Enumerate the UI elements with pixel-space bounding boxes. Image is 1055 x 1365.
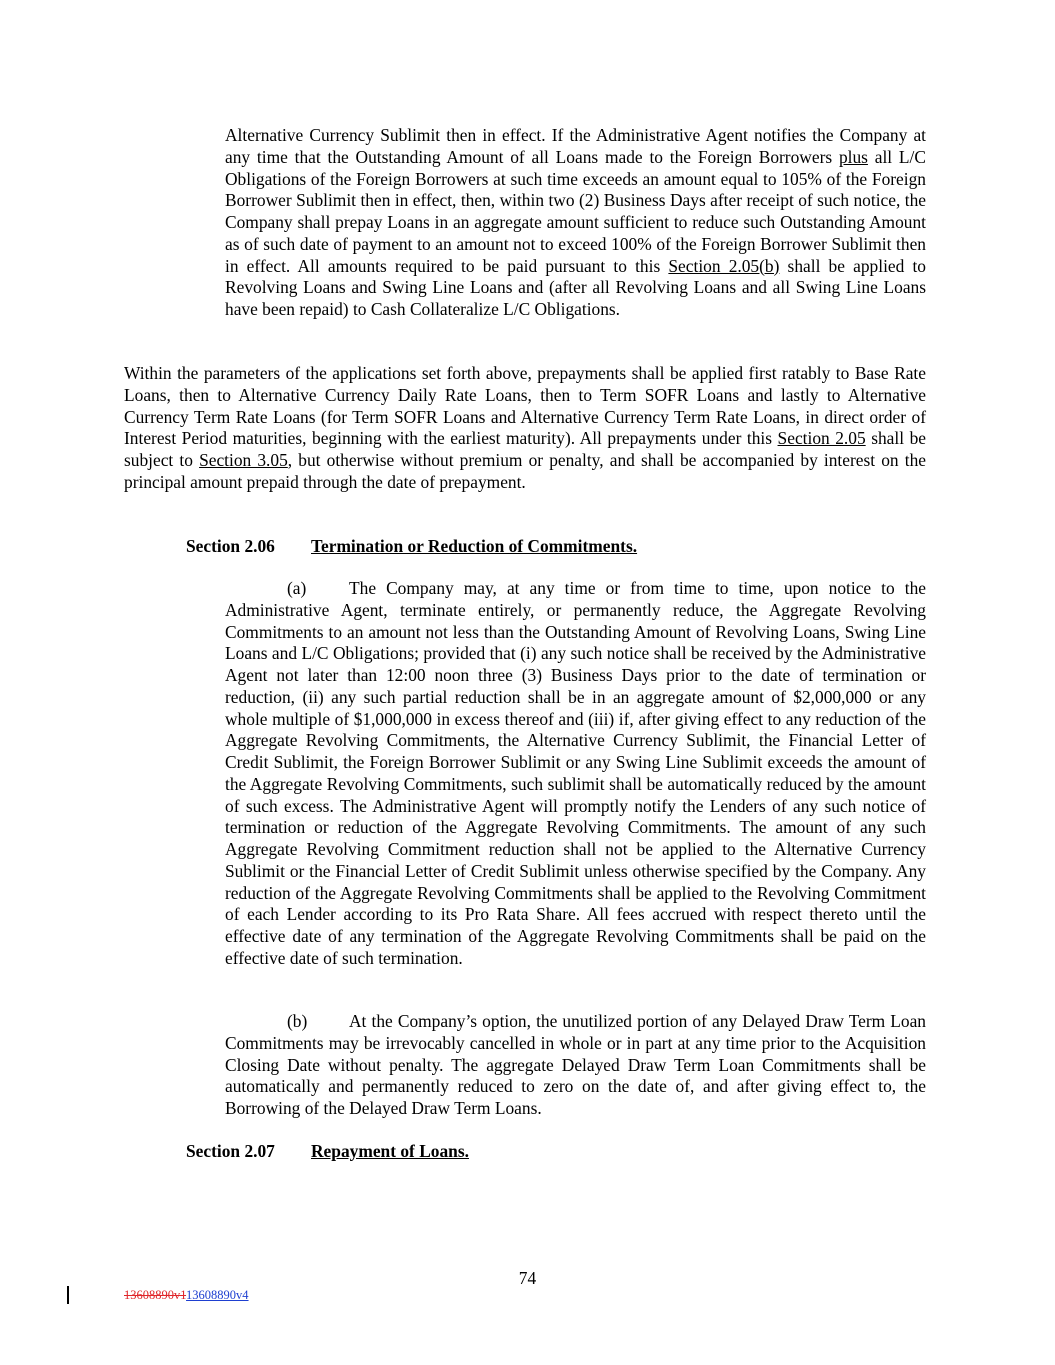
section-3-05-link[interactable]: Section 3.05 (199, 450, 288, 470)
document-id (124, 1288, 249, 1303)
continuation-paragraph (225, 125, 926, 321)
paragraph-b (225, 1011, 926, 1120)
section-2-06-number: Section 2.06 (186, 536, 275, 556)
revision-change-bar (67, 1286, 69, 1304)
application-paragraph (124, 363, 926, 494)
section-2-05-link[interactable]: Section 2.05 (777, 428, 866, 449)
application-text-3: , but otherwise without premium or penalty, and shall be accompanied by interest on the principal amount prepaid through the date of prepayment. (124, 450, 926, 492)
section-2-07-heading (186, 1141, 469, 1163)
paragraph-a-label: (a) (287, 578, 307, 598)
page-number: 74 (518, 1268, 537, 1288)
plus-term: plus (838, 146, 868, 167)
application-text-2: shall be subject to (124, 428, 926, 470)
document-id-inserted: 13608890v4 (186, 1288, 249, 1302)
section-2-07-number: Section 2.07 (186, 1141, 275, 1161)
document-id-deleted: 13608890v1 (124, 1288, 187, 1302)
paragraph-a-text: The Company may, at any time or from time to time, upon notice to the Administrative Agent, terminate entirely, or permanently reduce, the Aggregate Revolving Commitments to an amount not less than the Outstanding Amount of Revolving Loans, Swing Line Loans and L/C Obligations; provided that (i) any such notice shall be received by the Administrative Agent not later than 12:00 noon three (3) Business Days prior to the date of termination or reduction, (ii) any such partial reduction shall be in an aggregate amount of $2,000,000 or any whole multiple of $1,000,000 in excess thereof and (iii) if, after giving effect to any reduction of the Aggregate Revolving Commitments, the Alternative Currency Sublimit, the Financial Letter of Credit Sublimit, the Foreign Borrower Sublimit or any Swing Line Sublimit exceeds the amount of the Aggregate Revolving Commitments, such sublimit shall be automatically reduced by the amount of such excess. The Administrative Agent will promptly notify the Lenders of any such notice of termination or reduction of the Aggregate Revolving Commitments. The amount of any such Aggregate Revolving Commitment reduction shall not be applied to the Alternative Currency Sublimit or the Financial Letter of Credit Sublimit unless otherwise specified by the Company. Any reduction of the Aggregate Revolving Commitments shall be applied to the Revolving Commitment of each Lender according to its Pro Rata Share. All fees accrued with respect thereto until the effective date of any termination of the Aggregate Revolving Commitments shall be paid on the effective date of such termination. (225, 578, 926, 968)
paragraph-b-label: (b) (287, 1011, 308, 1031)
paragraph-a (225, 578, 926, 970)
continuation-text-2: all L/C Obligations of the Foreign Borrowers at such time exceeds an amount equal to 105% of the Foreign Borrower Sublimit then in effect, then, within two (2) Business Days after receipt of such notice, the Company shall prepay Loans in an aggregate amount sufficient to reduce such Outstanding Amount as of such date of payment to an amount not to exceed 100% of the Foreign Borrower Sublimit then in effect. All amounts required to be paid pursuant to this (225, 146, 926, 276)
application-text-1: Within the parameters of the applications set forth above, prepayments shall be applied first ratably to Base Rate Loans, then to Alternative Currency Daily Rate Loans, then to Term SOFR Loans and lastly to Alternative Currency Term Rate Loans (for Term SOFR Loans and Alternative Currency Term Rate Loans, in direct order of Interest Period maturities, beginning with the earliest maturity). All prepayments under this (124, 363, 926, 449)
paragraph-b-text: At the Company’s option, the unutilized portion of any Delayed Draw Term Loan Commitments may be irrevocably cancelled in whole or in part at any time prior to the Acquisition Closing Date without penalty. The aggregate Delayed Draw Term Loan Commitments shall be automatically and permanently reduced to zero on the date of, and after giving effect to, the Borrowing of the Delayed Draw Term Loans. (225, 1011, 926, 1118)
continuation-text-3: shall be applied to Revolving Loans and Swing Line Loans and (after all Revolving Loans and all Swing Line Loans have been repaid) to Cash Collateralize L/C Obligations. (225, 255, 926, 319)
section-2-06-title: Termination or Reduction of Commitments. (311, 536, 638, 556)
section-2-07-title: Repayment of Loans. (311, 1141, 469, 1161)
section-2-06-heading (186, 536, 637, 558)
continuation-text-1: Alternative Currency Sublimit then in effect. If the Administrative Agent notifies the Company at any time that the Outstanding Amount of all Loans made to the Foreign Borrowers (225, 125, 926, 167)
section-2-05b-link[interactable]: Section 2.05(b) (668, 255, 780, 276)
